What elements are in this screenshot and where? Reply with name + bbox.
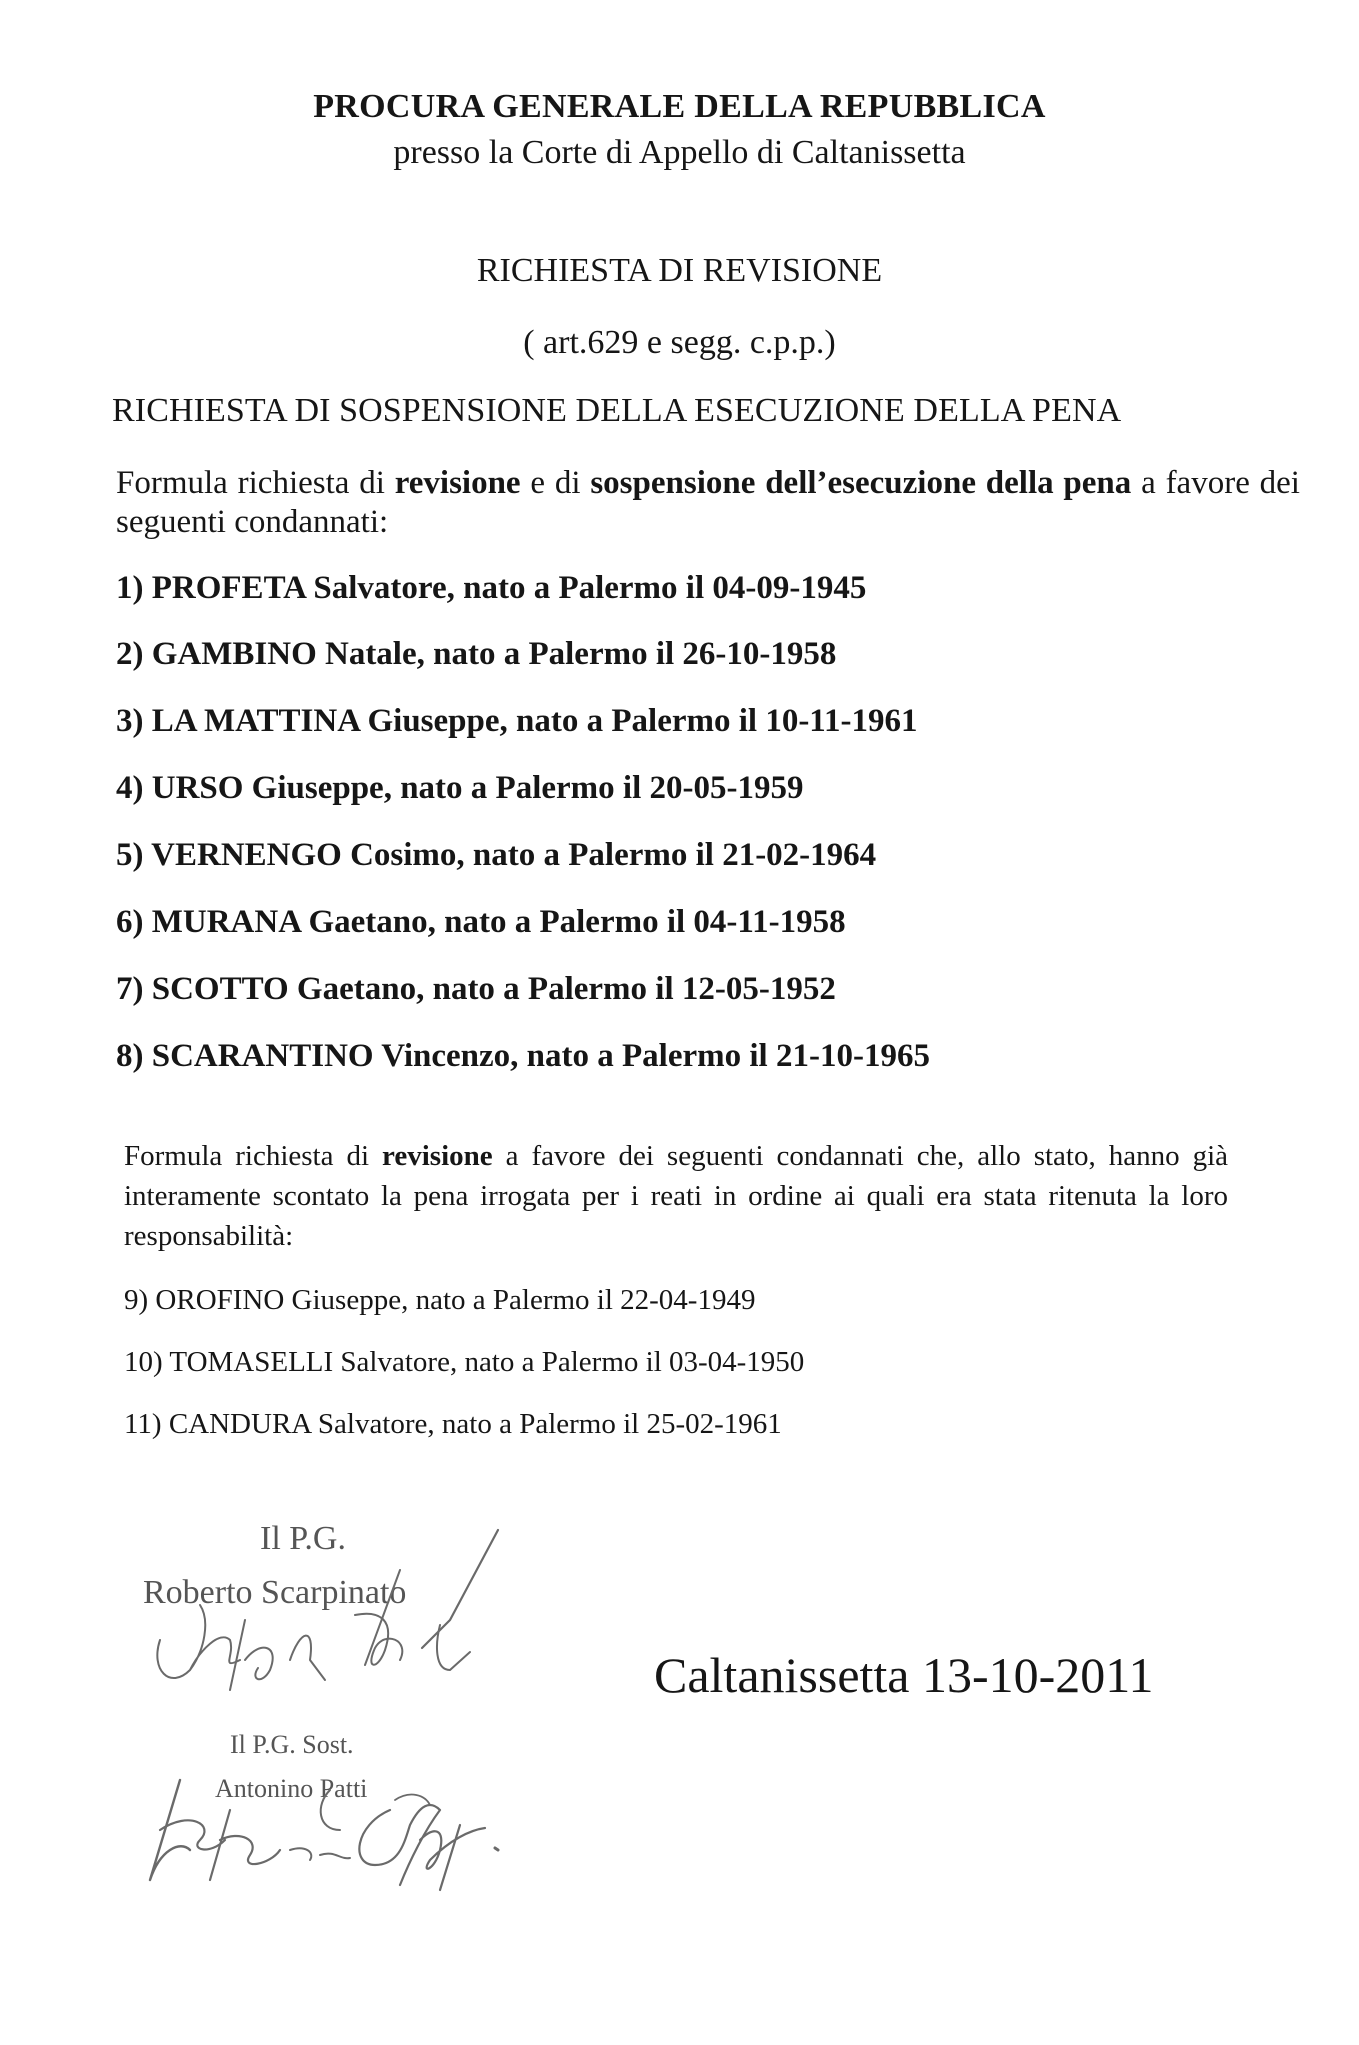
signatory-name: Roberto Scarpinato	[143, 1574, 407, 1611]
signatory-role: Il P.G.	[260, 1520, 346, 1557]
convict-list-item: 8) SCARANTINO Vincenzo, nato a Palermo il 21-10-1965	[116, 1038, 930, 1074]
signatory-role: Il P.G. Sost.	[230, 1730, 354, 1759]
convict-list-item: 10) TOMASELLI Salvatore, nato a Palermo il 03-04-1950	[124, 1346, 805, 1378]
revision-request-title: RICHIESTA DI REVISIONE	[476, 252, 883, 289]
intro-text: e di	[520, 465, 591, 501]
handwritten-signature-2	[140, 1770, 520, 1900]
section2-intro	[124, 1136, 1228, 1256]
convict-list-item: 11) CANDURA Salvatore, nato a Palermo il 25-02-1961	[124, 1408, 782, 1440]
intro-text: a favore dei seguenti condannati:	[116, 465, 1300, 540]
intro-emphasis-suspension: sospensione dell’esecuzione della pena	[590, 465, 1132, 501]
convict-list-item: 2) GAMBINO Natale, nato a Palermo il 26-10-1958	[116, 636, 837, 672]
convict-list-item: 3) LA MATTINA Giuseppe, nato a Palermo il 10-11-1961	[116, 703, 918, 739]
convict-list-item: 6) MURANA Gaetano, nato a Palermo il 04-11-1958	[116, 904, 846, 940]
office-title: PROCURA GENERALE DELLA REPUBBLICA	[313, 88, 1046, 125]
convict-list-item: 7) SCOTTO Gaetano, nato a Palermo il 12-05-1952	[116, 971, 836, 1007]
section1-intro	[116, 464, 1300, 542]
convict-list-item: 1) PROFETA Salvatore, nato a Palermo il 04-09-1945	[116, 570, 867, 606]
handwritten-signature-1	[150, 1520, 510, 1720]
intro-text: a favore dei seguenti condannati che, allo stato, hanno già interamente scontato la pena irrogata per i reati in ordine ai quali era stata ritenuta la loro responsabilità:	[124, 1140, 1229, 1252]
place-and-date: Caltanissetta 13-10-2011	[654, 1647, 1154, 1703]
intro-text: Formula richiesta di	[116, 465, 395, 501]
convict-list-item: 9) OROFINO Giuseppe, nato a Palermo il 22-04-1949	[124, 1284, 756, 1316]
office-subtitle: presso la Corte di Appello di Caltanissetta	[393, 134, 966, 171]
intro-emphasis-revision: revisione	[382, 1140, 493, 1172]
legal-reference: ( art.629 e segg. c.p.p.)	[523, 324, 836, 361]
suspension-request-title: RICHIESTA DI SOSPENSIONE DELLA ESECUZIONE DELLA PENA	[112, 392, 1122, 429]
signatory-name: Antonino Patti	[215, 1774, 368, 1803]
intro-emphasis-revision: revisione	[394, 465, 521, 501]
convict-list-item: 5) VERNENGO Cosimo, nato a Palermo il 21-02-1964	[116, 837, 877, 873]
intro-text: Formula richiesta di	[124, 1140, 383, 1172]
convict-list-item: 4) URSO Giuseppe, nato a Palermo il 20-05-1959	[116, 770, 804, 806]
